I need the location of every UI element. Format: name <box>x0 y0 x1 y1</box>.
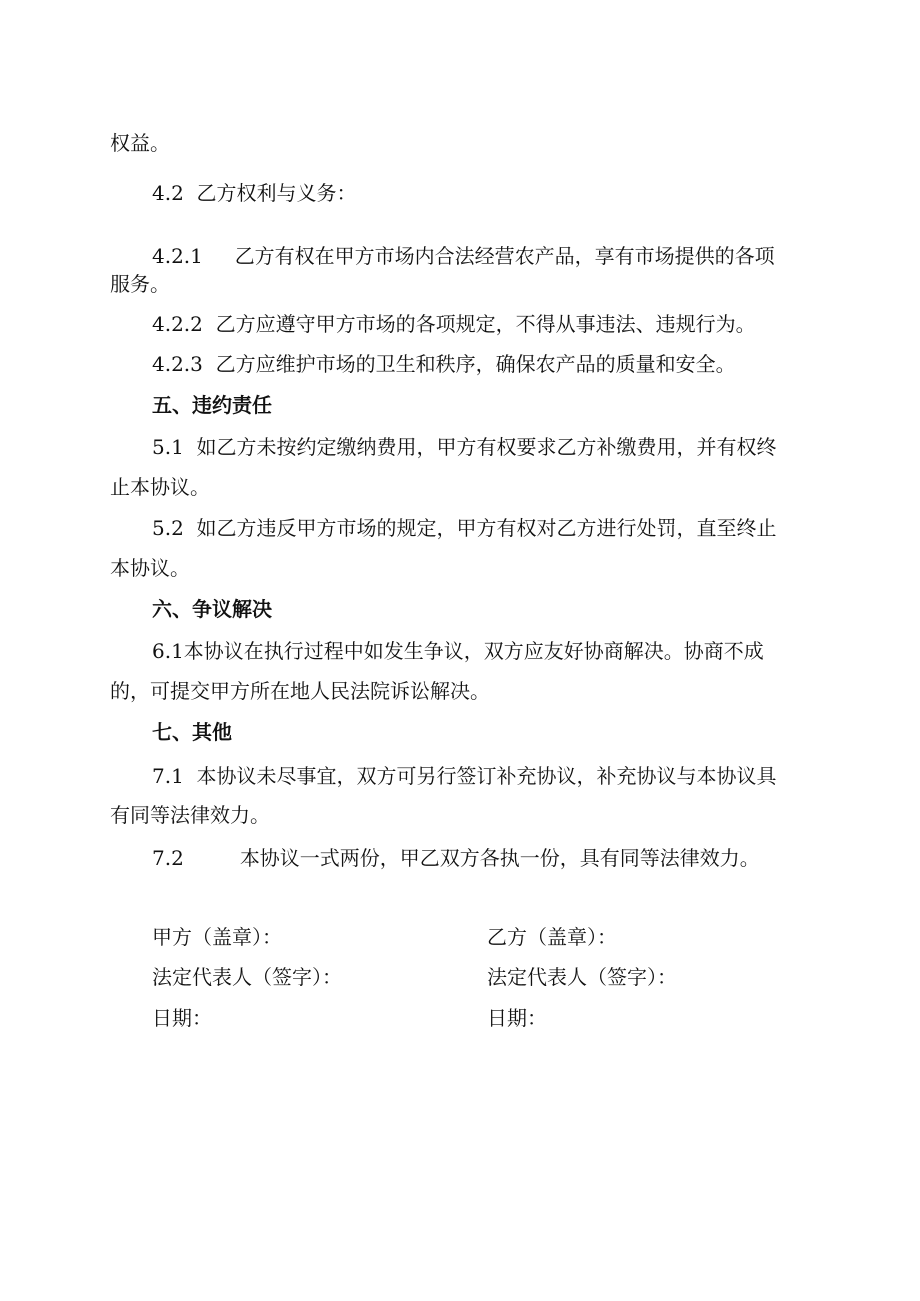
clause-4-2-3 <box>152 351 736 377</box>
clause-4-2 <box>152 180 357 206</box>
clause-number: 5.1 <box>152 435 184 459</box>
clause-5-1 <box>152 434 777 460</box>
clause-number: 7.1 <box>152 764 184 788</box>
party-b-seal-label: 乙方（盖章）： <box>487 925 617 949</box>
clause-number: 4.2.2 <box>152 312 203 336</box>
clause-7-2 <box>152 845 760 871</box>
party-b-date-label: 日期： <box>487 1006 547 1030</box>
clause-number: 4.2.1 <box>152 244 203 268</box>
clause-number: 7.2 <box>152 846 184 870</box>
section-heading-6: 六、争议解决 <box>152 597 272 621</box>
clause-4-2-1 <box>152 243 775 269</box>
party-a-date-label: 日期： <box>152 1006 212 1030</box>
clause-text: 本协议未尽事宜，双方可另行签订补充协议，补充协议与本协议具 <box>196 764 777 788</box>
clause-6-1-cont: 的，可提交甲方所在地人民法院诉讼解决。 <box>110 679 490 703</box>
clause-text: 乙方有权在甲方市场内合法经营农产品，享有市场提供的各项 <box>234 244 775 268</box>
party-b-rep-label: 法定代表人（签字）： <box>487 965 677 989</box>
clause-5-1-cont: 止本协议。 <box>110 475 210 499</box>
clause-4-2-2 <box>152 311 756 337</box>
clause-number: 5.2 <box>152 516 184 540</box>
clause-text: 乙方应维护市场的卫生和秩序，确保农产品的质量和安全。 <box>215 352 736 376</box>
clause-5-2-cont: 本协议。 <box>110 556 190 580</box>
clause-text: 如乙方未按约定缴纳费用，甲方有权要求乙方补缴费用，并有权终 <box>196 435 777 459</box>
section-heading-7: 七、其他 <box>152 720 232 744</box>
clause-6-1: 6.1本协议在执行过程中如发生争议，双方应友好协商解决。协商不成 <box>152 639 764 663</box>
clause-7-1 <box>152 763 777 789</box>
clause-number: 4.2.3 <box>152 352 203 376</box>
section-heading-5: 五、违约责任 <box>152 393 272 417</box>
clause-text: 本协议一式两份，甲乙双方各执一份，具有同等法律效力。 <box>239 846 760 870</box>
party-a-rep-label: 法定代表人（签字）： <box>152 965 342 989</box>
clause-5-2 <box>152 515 777 541</box>
clause-text: 乙方权利与义务： <box>196 181 357 205</box>
clause-4-2-1-cont: 服务。 <box>110 272 170 296</box>
party-a-seal-label: 甲方（盖章）： <box>152 925 282 949</box>
clause-7-1-cont: 有同等法律效力。 <box>110 803 270 827</box>
clause-number: 4.2 <box>152 181 184 205</box>
clause-text: 如乙方违反甲方市场的规定，甲方有权对乙方进行处罚，直至终止 <box>196 516 777 540</box>
clause-text: 乙方应遵守甲方市场的各项规定，不得从事违法、违规行为。 <box>215 312 756 336</box>
paragraph-continuation: 权益。 <box>110 131 170 155</box>
